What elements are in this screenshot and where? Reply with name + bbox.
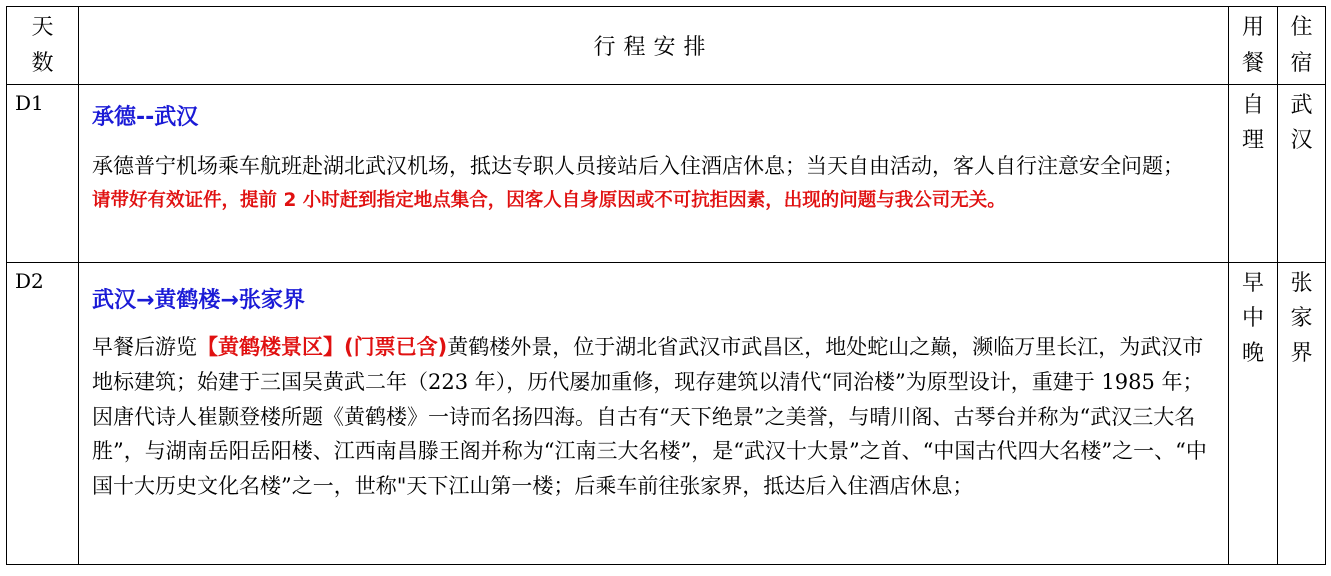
header-lodging-char-2: 宿 bbox=[1290, 51, 1313, 76]
header-meals-char-1: 用 bbox=[1241, 15, 1264, 40]
header-lodging-char-1: 住 bbox=[1290, 15, 1313, 40]
day-plan bbox=[79, 85, 1229, 263]
header-lodging bbox=[1278, 7, 1326, 85]
meal-char: 自 bbox=[1241, 93, 1264, 118]
lodging-info bbox=[1278, 85, 1326, 263]
lodging-char: 家 bbox=[1290, 306, 1313, 331]
lodging-char: 武 bbox=[1290, 93, 1313, 118]
meal-info bbox=[1229, 263, 1278, 565]
lodging-info bbox=[1278, 263, 1326, 565]
plan-description bbox=[92, 330, 1218, 504]
lodging-char: 界 bbox=[1290, 341, 1313, 366]
day-label: D1 bbox=[7, 85, 79, 263]
header-days bbox=[7, 7, 79, 85]
route-title: 武汉→黄鹤楼→张家界 bbox=[92, 288, 305, 313]
lodging-char: 张 bbox=[1290, 271, 1313, 296]
meal-char: 中 bbox=[1241, 306, 1264, 331]
meal-char: 理 bbox=[1241, 128, 1264, 153]
attraction-highlight: 【黄鹤楼景区】(门票已含) bbox=[197, 335, 448, 359]
day-row-d2 bbox=[7, 263, 1326, 565]
day-label: D2 bbox=[7, 263, 79, 565]
header-row bbox=[7, 7, 1326, 85]
header-days-char-1: 天 bbox=[31, 15, 54, 40]
route-title: 承德--武汉 bbox=[92, 105, 199, 130]
description-body: 黄鹤楼外景，位于湖北省武汉市武昌区，地处蛇山之巅，濒临万里长江，为武汉市地标建筑；始建于三国吴黄武二年（223 年），历代屡加重修，现存建筑以清代“同治楼”为原型设计，重建于 1985 年；因唐代诗人崔颢登楼所题《黄鹤楼》一诗而名扬四海。自古有“天下绝景”之美誉，与晴川阁、古琴台并称为“武汉三大名胜”，与湖南岳阳岳阳楼、江西南昌滕王阁并称为“江南三大名楼”，是“武汉十大景”之首、“中国古代四大名楼”之一、“中国十大历史文化名楼”之一，世称"天下江山第一楼；后乘车前往张家界，抵达后入住酒店休息； bbox=[92, 335, 1207, 499]
header-days-char-2: 数 bbox=[31, 51, 54, 76]
meal-char: 早 bbox=[1241, 271, 1264, 296]
lodging-char: 汉 bbox=[1290, 128, 1313, 153]
description-lead: 早餐后游览 bbox=[92, 335, 197, 359]
itinerary-table bbox=[6, 6, 1326, 565]
meal-char: 晚 bbox=[1241, 341, 1264, 366]
plan-description: 承德普宁机场乘车航班赴湖北武汉机场，抵达专职人员接站后入住酒店休息；当天自由活动，客人自行注意安全问题； bbox=[92, 154, 1184, 178]
meal-info bbox=[1229, 85, 1278, 263]
header-meals-char-2: 餐 bbox=[1241, 51, 1264, 76]
day-plan bbox=[79, 263, 1229, 565]
warning-notice: 请带好有效证件，提前 2 小时赶到指定地点集合，因客人自身原因或不可抗拒因素，出现的问题与我公司无关。 bbox=[92, 190, 1006, 211]
header-meals bbox=[1229, 7, 1278, 85]
day-row-d1 bbox=[7, 85, 1326, 263]
header-plan: 行程安排 bbox=[79, 7, 1229, 85]
